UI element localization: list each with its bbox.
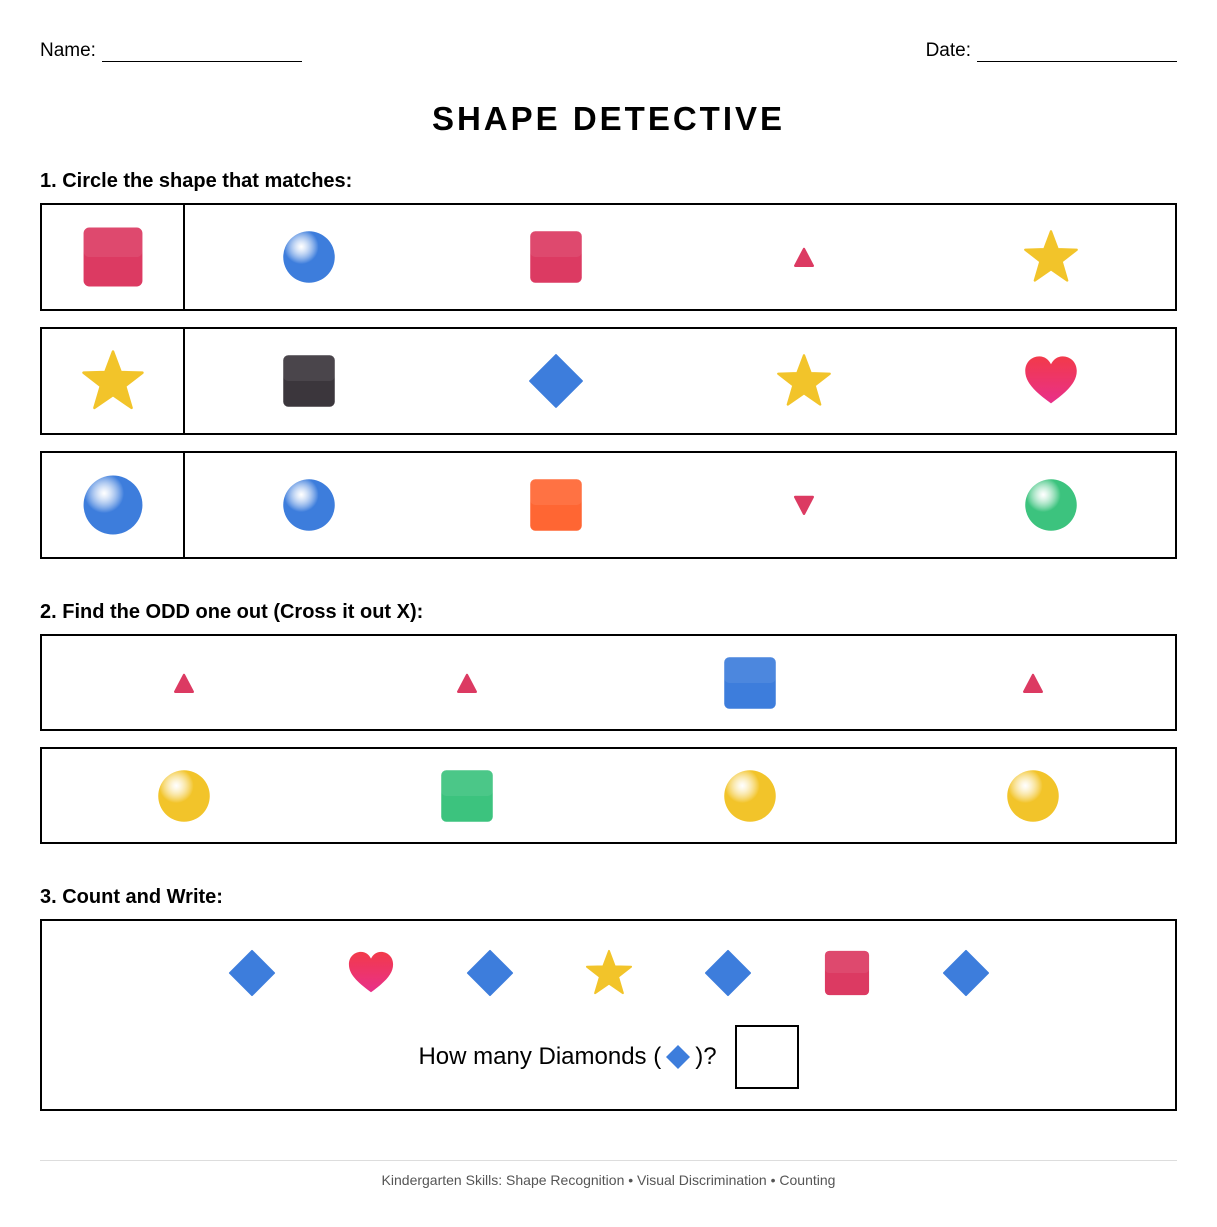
shape-cell [787,949,906,997]
match-target [42,453,185,557]
pink-heart-shape[interactable] [347,949,395,997]
shape-cell [433,353,681,409]
shape-cell [185,353,433,409]
match-target [42,205,185,309]
blue-diamond-shape[interactable] [942,949,990,997]
match-options [185,205,1175,309]
pink-square-shape[interactable] [81,225,145,289]
pink-square-shape[interactable] [528,229,584,285]
section2-heading: 2. Find the ODD one out (Cross it out X): [40,601,424,623]
worksheet-title: SHAPE DETECTIVE [431,100,786,137]
section3-heading: 3. Count and Write: [40,886,223,908]
count-box [40,919,1177,1111]
count-question [42,1025,1175,1089]
blue-diamond-shape[interactable] [466,949,514,997]
shape-cell [680,485,928,525]
orange-square-shape[interactable] [528,477,584,533]
answer-box[interactable] [735,1025,799,1089]
pink-triangle-shape[interactable] [164,663,204,703]
match-row [40,451,1177,559]
yellow-star-shape[interactable] [1023,229,1079,285]
yellow-star-shape[interactable] [776,353,832,409]
shape-cell [928,477,1176,533]
pink-triangle-shape[interactable] [1013,663,1053,703]
shape-cell [680,237,928,277]
shape-cell [892,663,1175,703]
shape-cell [892,768,1175,824]
match-row [40,203,1177,311]
pink-triangle-shape[interactable] [447,663,487,703]
pink-triangle-shape[interactable] [784,237,824,277]
shape-cell [549,949,668,997]
blue-diamond-shape[interactable] [528,353,584,409]
blue-circle-shape[interactable] [81,473,145,537]
yellow-circle-shape[interactable] [722,768,778,824]
match-options [185,453,1175,557]
odd-row [40,634,1177,731]
shape-cell [311,949,430,997]
blue-diamond-shape[interactable] [228,949,276,997]
shape-cell [42,663,325,703]
shape-cell [325,768,608,824]
shape-cell [42,768,325,824]
shape-cell [325,663,608,703]
match-options [185,329,1175,433]
diamond-icon [665,1044,691,1070]
date-field [926,40,1177,62]
shape-cell [928,229,1176,285]
pink-heart-shape[interactable] [1023,353,1079,409]
yellow-star-shape[interactable] [81,349,145,413]
yellow-circle-shape[interactable] [156,768,212,824]
green-circle-shape[interactable] [1023,477,1079,533]
shape-cell [433,477,681,533]
date-blank [977,45,1177,62]
blue-square-shape[interactable] [722,655,778,711]
pink-square-shape[interactable] [823,949,871,997]
name-blank [102,45,302,62]
odd-row [40,747,1177,844]
shape-cell [430,949,549,997]
shape-cell [609,768,892,824]
shape-cell [668,949,787,997]
blue-diamond-shape[interactable] [704,949,752,997]
footer-divider [40,1160,1177,1161]
count-shapes [42,949,1175,997]
match-target [42,329,185,433]
yellow-star-shape[interactable] [585,949,633,997]
yellow-circle-shape[interactable] [1005,768,1061,824]
question-prefix: How many Diamonds ( [418,1043,662,1070]
shape-cell [433,229,681,285]
blue-circle-shape[interactable] [281,229,337,285]
name-field [40,40,302,62]
pink-triangle-down-shape[interactable] [784,485,824,525]
date-label: Date: [925,40,971,61]
name-label: Name: [40,40,96,61]
green-square-shape[interactable] [439,768,495,824]
shape-cell [680,353,928,409]
shape-cell [906,949,1025,997]
shape-cell [185,477,433,533]
blue-circle-shape[interactable] [281,477,337,533]
match-row [40,327,1177,435]
question-suffix: )? [695,1043,717,1070]
shape-cell [185,229,433,285]
shape-cell [928,353,1176,409]
shape-cell [192,949,311,997]
footer-text: Kindergarten Skills: Shape Recognition • Visual Discrimination • Counting [381,1172,836,1188]
black-square-shape[interactable] [281,353,337,409]
section1-heading: 1. Circle the shape that matches: [40,170,353,192]
shape-cell [609,655,892,711]
